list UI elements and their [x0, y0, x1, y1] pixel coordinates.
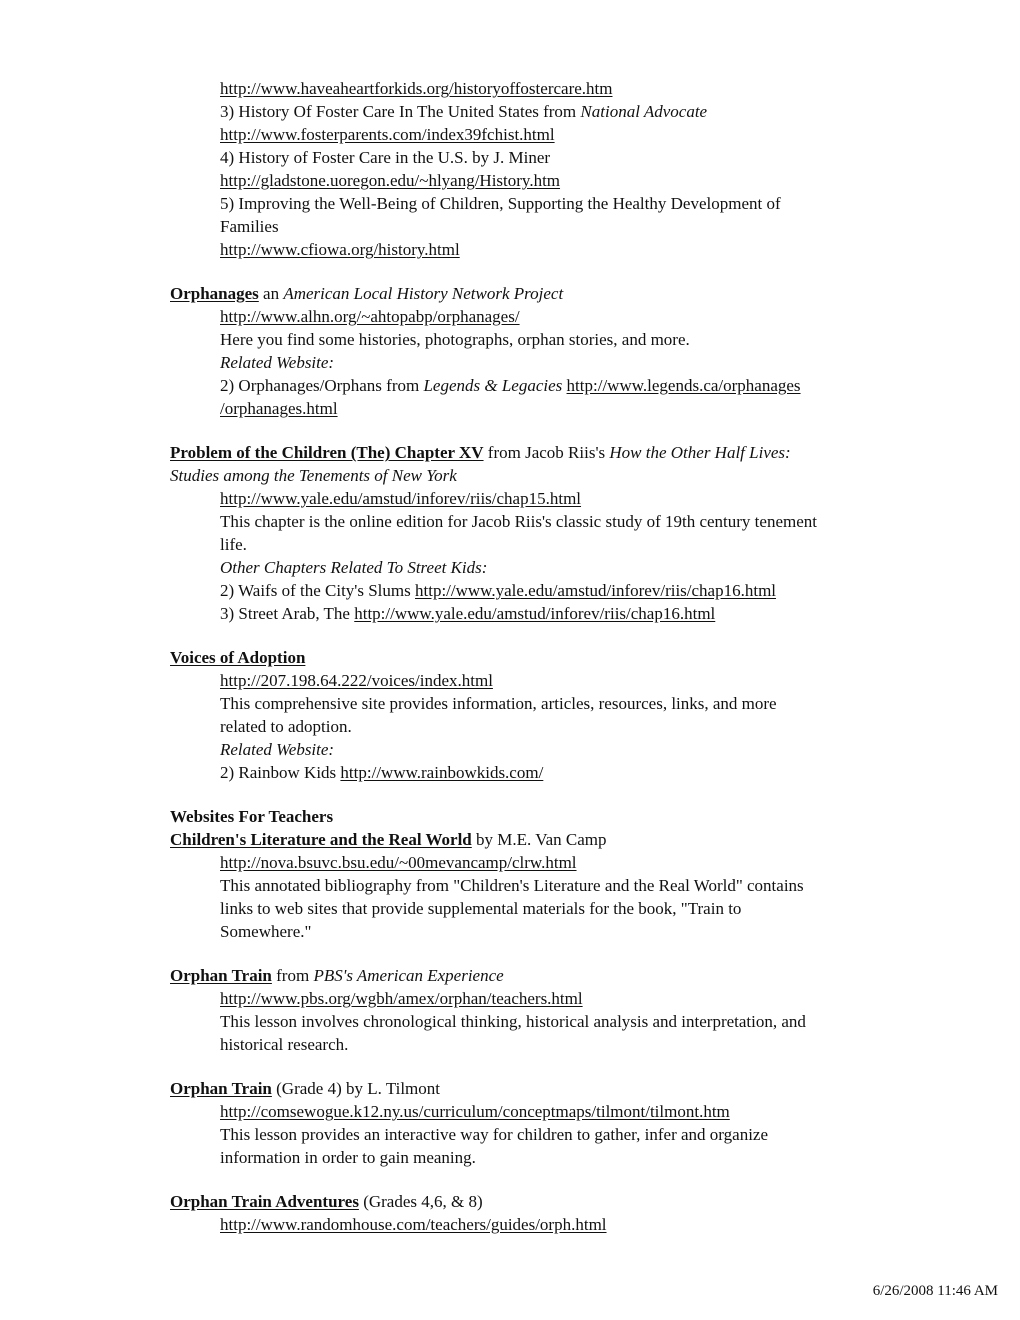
text-run: This lesson provides an interactive way for children to gather, infer and organize	[220, 1125, 769, 1144]
text-run: related to adoption.	[220, 717, 352, 736]
text-run: 2) Orphanages/Orphans from	[220, 376, 424, 395]
text-line	[220, 488, 581, 510]
text-line	[220, 670, 493, 692]
print-timestamp: 6/26/2008 11:46 AM	[872, 1283, 998, 1299]
text-run: 2) Rainbow Kids	[220, 763, 341, 782]
text-line	[220, 216, 279, 238]
text-line	[220, 101, 707, 123]
text-run: links to web sites that provide supplemental materials for the book, "Train to	[220, 899, 742, 918]
text-run: Related Website:	[220, 353, 335, 372]
text-line	[220, 78, 612, 100]
url-link[interactable]: http://www.haveaheartforkids.org/historyoffostercare.htm	[220, 79, 613, 98]
url-link[interactable]: http://www.yale.edu/amstud/inforev/riis/chap16.html	[354, 604, 716, 623]
resource-title-link[interactable]: Children's Literature and the Real World	[170, 830, 472, 849]
text-run: life.	[220, 535, 247, 554]
text-line	[220, 352, 334, 374]
text-line	[220, 921, 311, 943]
text-run: 5) Improving the Well-Being of Children, Supporting the Healthy Development of	[220, 194, 781, 213]
text-line	[220, 762, 543, 784]
text-run: Families	[220, 217, 279, 236]
text-run: Other Chapters Related To Street Kids:	[220, 558, 488, 577]
text-run: American Local History Network Project	[283, 284, 564, 303]
text-run: 2) Waifs of the City's Slums	[220, 581, 415, 600]
resource-title-link[interactable]: Orphanages	[170, 284, 259, 303]
text-run: historical research.	[220, 1035, 349, 1054]
text-line	[220, 580, 776, 602]
text-run: 3) Street Arab, The	[220, 604, 355, 623]
text-run: Websites For Teachers	[170, 807, 334, 826]
url-link[interactable]: http://207.198.64.222/voices/index.html	[220, 671, 493, 690]
url-link[interactable]: http://www.alhn.org/~ahtopabp/orphanages/	[220, 307, 520, 326]
text-line	[170, 829, 607, 851]
text-line	[220, 329, 690, 351]
url-link[interactable]: http://www.yale.edu/amstud/inforev/riis/chap16.html	[415, 581, 777, 600]
text-line	[220, 147, 550, 169]
text-line	[220, 1214, 607, 1236]
text-run: (Grade 4) by L. Tilmont	[271, 1079, 440, 1098]
text-line	[220, 124, 555, 146]
url-link[interactable]: http://www.cfiowa.org/history.html	[220, 240, 460, 259]
url-link[interactable]: http://gladstone.uoregon.edu/~hlyang/History.htm	[220, 171, 561, 190]
text-line	[220, 557, 487, 579]
text-run: from Jacob Riis's	[483, 443, 610, 462]
text-line	[220, 875, 804, 897]
url-link[interactable]: http://www.fosterparents.com/index39fchist.html	[220, 125, 555, 144]
text-run: National Advocate	[580, 102, 708, 121]
resource-title-link[interactable]: Orphan Train	[170, 966, 272, 985]
text-line	[220, 1011, 806, 1033]
text-line	[220, 739, 334, 761]
resource-title-link[interactable]: Orphan Train Adventures	[170, 1192, 359, 1211]
text-line	[220, 534, 247, 556]
text-run: information in order to gain meaning.	[220, 1148, 476, 1167]
text-line	[220, 398, 338, 420]
resource-title-link[interactable]: Orphan Train	[170, 1079, 272, 1098]
resource-title-link[interactable]: Problem of the Children (The) Chapter XV	[170, 443, 484, 462]
text-line	[220, 193, 781, 215]
text-run: from	[271, 966, 314, 985]
text-line	[220, 1147, 476, 1169]
text-line	[220, 1124, 768, 1146]
url-link[interactable]: /orphanages.html	[220, 399, 338, 418]
text-run: This chapter is the online edition for Jacob Riis's classic study of 19th century tenement	[220, 512, 817, 531]
text-run: Somewhere."	[220, 922, 312, 941]
text-line	[220, 511, 817, 533]
text-run: (Grades 4,6, & 8)	[358, 1192, 483, 1211]
url-link[interactable]: http://comsewogue.k12.ny.us/curriculum/conceptmaps/tilmont/tilmont.htm	[220, 1102, 730, 1121]
text-line	[220, 852, 577, 874]
text-line	[220, 306, 520, 328]
text-run: 4) History of Foster Care in the U.S. by J. Miner	[220, 148, 551, 167]
text-run: This comprehensive site provides information, articles, resources, links, and more	[220, 694, 777, 713]
text-line	[170, 647, 305, 669]
text-line	[170, 442, 791, 464]
text-run: PBS's American Experience	[313, 966, 504, 985]
text-line	[220, 988, 583, 1010]
text-run: This annotated bibliography from "Children's Literature and the Real World" contains	[220, 876, 804, 895]
text-line	[170, 1078, 440, 1100]
text-line	[220, 716, 352, 738]
resource-title-link[interactable]: Voices of Adoption	[170, 648, 306, 667]
text-line	[220, 693, 777, 715]
text-line	[220, 898, 741, 920]
url-link[interactable]: http://www.pbs.org/wgbh/amex/orphan/teachers.html	[220, 989, 583, 1008]
text-line	[170, 283, 563, 305]
text-line	[170, 965, 504, 987]
text-run: by M.E. Van Camp	[471, 830, 607, 849]
text-line	[220, 170, 560, 192]
url-link[interactable]: http://www.legends.ca/orphanages	[566, 376, 801, 395]
text-line	[220, 375, 801, 397]
text-run: Studies among the Tenements of New York	[170, 466, 457, 485]
url-link[interactable]: http://www.rainbowkids.com/	[340, 763, 544, 782]
url-link[interactable]: http://nova.bsuvc.bsu.edu/~00mevancamp/clrw.html	[220, 853, 577, 872]
text-line	[170, 465, 457, 487]
text-run: This lesson involves chronological thinking, historical analysis and interpretation, and	[220, 1012, 806, 1031]
text-line	[170, 806, 333, 828]
text-line	[220, 1034, 348, 1056]
text-line	[220, 239, 460, 261]
text-run: Related Website:	[220, 740, 335, 759]
url-link[interactable]: http://www.randomhouse.com/teachers/guides/orph.html	[220, 1215, 607, 1234]
text-run: 3) History Of Foster Care In The United States from	[220, 102, 581, 121]
text-line	[170, 1191, 483, 1213]
text-run: Legends & Legacies	[423, 376, 563, 395]
text-line	[220, 1101, 730, 1123]
url-link[interactable]: http://www.yale.edu/amstud/inforev/riis/chap15.html	[220, 489, 582, 508]
text-run: an	[258, 284, 284, 303]
text-run: Here you find some histories, photographs, orphan stories, and more.	[220, 330, 690, 349]
text-run: How the Other Half Lives:	[609, 443, 791, 462]
text-line	[220, 603, 715, 625]
